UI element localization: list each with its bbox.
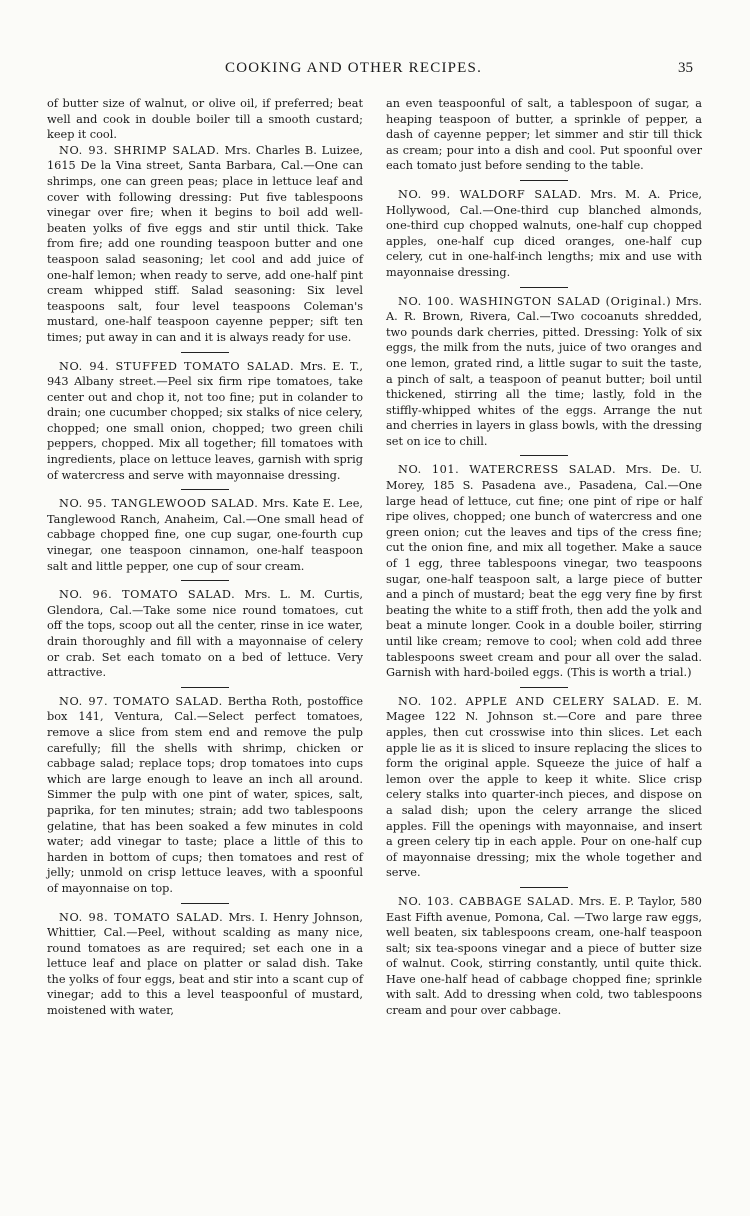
recipe-text: Mrs. Kate E. Lee, Tanglewood Ranch, Anaheim, Cal.—One small head of cabbage chopped fine, one cup sugar, one-fourth cup vinegar, one teaspoon cinnamon, one-half teaspoon salt and little pepper, one cup of sour cream. [47, 497, 363, 573]
recipe-heading: NO. 102. APPLE AND CELERY SALAD. [398, 694, 661, 708]
recipe-100-washington-salad [386, 294, 702, 450]
recipe-heading: NO. 97. TOMATO SALAD. [59, 694, 223, 708]
recipe-heading: NO. 98. TOMATO SALAD. [59, 910, 224, 924]
recipe-heading: NO. 103. CABBAGE SALAD. [398, 894, 575, 908]
divider [520, 687, 568, 688]
divider [520, 287, 568, 288]
recipe-text: Mrs. Charles B. Luizee, 1615 De la Vina street, Santa Barbara, Cal.—One can shrimps, one can green peas; place in lettuce leaf and cover with following dressing: Put five tablespoons vinegar over fire; when it begins to boil add well-beaten yolks of five eggs and stir until thick. Take from fire; add one rounding teaspoon butter and one teaspoon salad seasoning; let cool and add juice of one-half lemon; when ready to serve, add one-half pint cream whipped stiff. Salad seasoning: Six level teaspoons salt, four level teaspoons Coleman's mustard, one-half teaspoon cayenne pepper; sift ten times; put away in can and it is always ready for use. [47, 143, 363, 344]
divider [181, 489, 229, 490]
divider [181, 687, 229, 688]
page-number: 35 [678, 60, 693, 76]
left-column [47, 96, 363, 1019]
divider [520, 887, 568, 888]
recipe-text: Mrs. De. U. Morey, 185 S. Pasadena ave., Pasadena, Cal.—One large head of lettuce, cut fine; one pint of ripe or half ripe olives, chopped; one bunch of watercress and one green onion; cut the leaves and tips of the cress fine; cut the onion fine, and mix all together. Make a sauce of 1 egg, three tablespoons vinegar, two teaspoons sugar, one-half teaspoon salt, a large piece of butter and a pinch of mustard; beat the egg very fine by first beating the white to a stiff froth, then add the yolk and beat a minute longer. Cook in a double boiler, stirring until like cream; remove to cool; when cold add three tablespoons sweet cream and pour all over the salad. Garnish with hard-boiled eggs. (This is worth a trial.) [386, 463, 702, 680]
recipe-heading: NO. 96. TOMATO SALAD. [59, 588, 236, 602]
recipe-text: Mrs. E. P. Taylor, 580 East Fifth avenue, Pomona, Cal. —Two large raw eggs, well beaten, six tablespoons cream, one-half teaspoon salt; six tea-spoons vinegar and a piece of butter size of walnut. Cook, stirring constantly, until quite thick. Have one-half head of cabbage chopped fine; sprinkle with salt. Add to dressing when cold, two tablespoons cream and pour over cabbage. [386, 894, 702, 1018]
right-column [386, 96, 702, 1019]
recipe-heading: NO. 100. WASHINGTON SALAD (Original.) [398, 294, 672, 308]
recipe-text: Mrs. E. T., 943 Albany street.—Peel six firm ripe tomatoes, take center out and chop it, not too fine; put in colander to drain; one cucumber chopped; six stalks of nice celery, chopped; one small onion, chopped; two green chili peppers, chopped. Mix all together; fill tomatoes with ingredients, place on lettuce leaves, garnish with sprig of watercress and serve with mayonnaise dressing. [47, 359, 363, 482]
recipe-101-watercress-salad [386, 462, 702, 680]
divider [520, 180, 568, 181]
divider [181, 903, 229, 904]
divider [181, 352, 229, 353]
recipe-text: Mrs. M. A. Price, Hollywood, Cal.—One-third cup blanched almonds, one-third cup chopped walnuts, one-half cup chopped apples, one-half cup diced oranges, one-half cup celery, cut in one-half-inch lengths; mix and use with mayonnaise dressing. [386, 187, 702, 279]
running-head [0, 60, 750, 84]
recipe-text: an even teaspoonful of salt, a tablespoon of sugar, a heaping teaspoon of butter, a sprinkle of pepper, a dash of cayenne pepper; let simmer and stir till thick as cream; pour into a dish and cool. Put spoonful over each tomato just before sending to the table. [386, 97, 702, 173]
recipe-96-tomato-salad [47, 587, 363, 681]
recipe-text: Mrs. I. Henry Johnson, Whittier, Cal.—Peel, without scalding as many nice, round tomatoes as are required; set each one in a lettuce leaf and place on platter or salad dish. Take the yolks of four eggs, beat and stir into a scant cup of vinegar; add to this a level teaspoonful of mustard, moistened with water, [47, 910, 364, 1018]
recipe-heading: NO. 95. TANGLEWOOD SALAD. [59, 497, 259, 511]
recipe-heading: NO. 94. STUFFED TOMATO SALAD. [59, 359, 295, 373]
running-title: COOKING AND OTHER RECIPES. [225, 60, 483, 76]
recipe-97-tomato-salad [47, 694, 363, 897]
recipe-heading: NO. 93. SHRIMP SALAD. [59, 143, 220, 157]
divider [520, 455, 568, 456]
recipe-continuation [47, 96, 363, 143]
recipe-93-shrimp-salad [47, 143, 363, 346]
divider [181, 580, 229, 581]
recipe-102-apple-and-celery-salad [386, 694, 702, 881]
recipe-95-tanglewood-salad [47, 496, 363, 574]
recipe-103-cabbage-salad [386, 894, 702, 1019]
recipe-text: of butter size of walnut, or olive oil, if preferred; beat well and cook in double boiler till a smooth custard; keep it cool. [47, 97, 363, 142]
recipe-continuation [386, 96, 702, 174]
recipe-text: E. M. Magee 122 N. Johnson st.—Core and pare three apples, then cut crosswise into thin slices. Let each apple lie as it is sliced to insure replacing the slices to form the original apple. Squeeze the juice of half a lemon over the apple to keep it white. Slice crisp celery stalks into quarter-inch pieces, and dispose on a salad dish; upon the celery arrange the sliced apples. Fill the openings with mayonnaise, and insert a green celery tip in each apple. Pour on one-half cup of mayonnaise dressing; mix the whole together and serve. [386, 694, 702, 880]
recipe-text: Bertha Roth, postoffice box 141, Ventura, Cal.—Select perfect tomatoes, remove a slice from stem end and remove the pulp carefully; fill the shells with shrimp, chicken or cabbage salad; replace tops; drop tomatoes into cups which are large enough to leave an inch all around. Simmer the pulp with one pint of water, spices, salt, paprika, for ten minutes; strain; add two tablespoons gelatine, that has been soaked a few minutes in cold water; add vinegar to taste; place a little of this to harden in bottom of cups; then tomatoes and rest of jelly; unmold on crisp lettuce leaves, with a spoonful of mayonnaise on top. [47, 694, 364, 895]
recipe-98-tomato-salad [47, 910, 363, 1019]
recipe-text: Mrs. L. M. Curtis, Glendora, Cal.—Take some nice round tomatoes, cut off the tops, scoop out all the center, rinse in ice water, drain thoroughly and fill with a mayonnaise of celery or crab. Set each tomato on a bed of lettuce. Very attractive. [47, 588, 364, 680]
recipe-99-waldorf-salad [386, 187, 702, 281]
recipe-heading: NO. 99. WALDORF SALAD. [398, 187, 582, 201]
recipe-heading: NO. 101. WATERCRESS SALAD. [398, 463, 617, 477]
recipe-94-stuffed-tomato-salad [47, 359, 363, 484]
recipe-text: Mrs. A. R. Brown, Rivera, Cal.—Two cocoanuts shredded, two pounds dark cherries, pitted. Dressing: Yolk of six eggs, the milk from the nuts, juice of two oranges and one lemon, grated rind, a little sugar to suit the taste, a pinch of salt, a teaspoon of peanut butter; boil until thickened, stirring all the time; lastly, fold in the stiffly-whipped whites of the eggs. Arrange the nut and cherries in layers in glass bowls, with the dressing set on ice to chill. [386, 294, 703, 448]
